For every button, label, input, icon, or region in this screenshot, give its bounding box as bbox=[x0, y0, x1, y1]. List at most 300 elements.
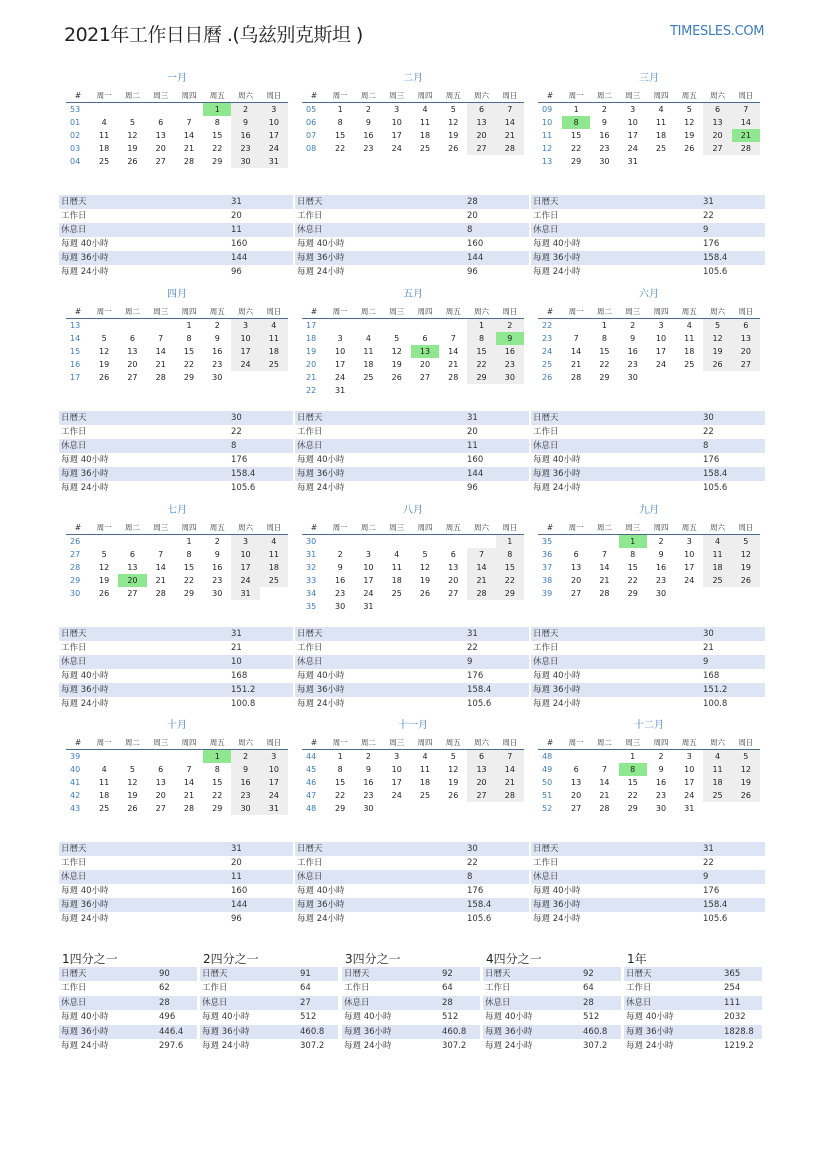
day-cell: 1 bbox=[186, 537, 192, 546]
stat-row bbox=[295, 411, 529, 425]
day-cell: 11 bbox=[703, 548, 731, 561]
stat-row bbox=[59, 884, 293, 898]
week-row bbox=[538, 535, 760, 549]
stat-value: 105.6 bbox=[467, 914, 492, 924]
day-cell bbox=[439, 384, 467, 397]
day-cell: 8 bbox=[630, 550, 636, 559]
week-number: 45 bbox=[306, 765, 317, 774]
quarter-stats bbox=[624, 967, 762, 1053]
weekday-header: 周六 bbox=[231, 89, 259, 103]
week-row bbox=[66, 358, 288, 371]
stat-label: 工作日 bbox=[61, 211, 87, 221]
day-cell: 21 bbox=[732, 129, 760, 142]
stat-value: 28 bbox=[467, 197, 478, 207]
stat-value: 8 bbox=[231, 441, 237, 451]
stat-label: 工作日 bbox=[297, 858, 323, 868]
weekday-header: 周一 bbox=[326, 89, 354, 103]
day-cell: 19 bbox=[391, 360, 402, 369]
week-row bbox=[302, 548, 524, 561]
day-cell: 23 bbox=[212, 360, 223, 369]
week-row bbox=[66, 763, 288, 776]
stat-value: 96 bbox=[231, 914, 242, 924]
day-cell: 17 bbox=[391, 131, 402, 140]
day-cell bbox=[354, 319, 382, 333]
day-cell: 2 bbox=[658, 537, 664, 546]
stat-label: 日曆天 bbox=[626, 969, 652, 979]
day-cell: 7 bbox=[601, 550, 607, 559]
week-number: 16 bbox=[70, 360, 81, 369]
day-cell: 7 bbox=[601, 765, 607, 774]
stat-row bbox=[295, 655, 529, 669]
day-cell: 7 bbox=[732, 103, 760, 117]
day-cell: 11 bbox=[684, 334, 695, 343]
day-cell: 6 bbox=[158, 765, 164, 774]
month-stats bbox=[59, 195, 293, 279]
stat-row bbox=[59, 842, 293, 856]
day-cell: 7 bbox=[573, 334, 579, 343]
stat-label: 每週 24小時 bbox=[61, 483, 109, 493]
day-cell: 26 bbox=[703, 358, 731, 371]
stat-value: 22 bbox=[467, 858, 478, 868]
stat-label: 日曆天 bbox=[533, 413, 559, 423]
day-cell: 17 bbox=[655, 347, 667, 356]
day-cell: 16 bbox=[599, 131, 610, 140]
stat-value: 176 bbox=[231, 455, 248, 465]
day-cell bbox=[354, 535, 382, 549]
day-cell: 3 bbox=[231, 535, 259, 549]
day-cell: 29 bbox=[627, 804, 638, 813]
day-cell: 26 bbox=[419, 589, 431, 598]
stat-value: 512 bbox=[442, 1012, 459, 1023]
week-row bbox=[302, 789, 524, 802]
week-number: 29 bbox=[70, 576, 81, 585]
day-cell: 6 bbox=[158, 118, 164, 127]
day-cell: 30 bbox=[212, 373, 223, 382]
stat-value: 28 bbox=[583, 997, 594, 1008]
day-cell: 12 bbox=[703, 332, 731, 345]
day-cell: 24 bbox=[260, 142, 288, 155]
day-cell: 1 bbox=[337, 752, 343, 761]
stat-label: 每週 40小時 bbox=[344, 1012, 392, 1023]
day-cell: 9 bbox=[496, 332, 524, 345]
stat-row bbox=[295, 683, 529, 697]
weekday-header: 周三 bbox=[619, 305, 647, 319]
stat-row bbox=[342, 1010, 480, 1024]
day-cell: 1 bbox=[573, 105, 579, 114]
day-cell bbox=[590, 535, 618, 549]
day-cell: 2 bbox=[231, 750, 259, 764]
stat-row bbox=[200, 1010, 338, 1024]
week-number: 30 bbox=[70, 589, 81, 598]
day-cell: 6 bbox=[129, 550, 135, 559]
day-cell: 25 bbox=[684, 360, 695, 369]
day-cell: 3 bbox=[630, 105, 636, 114]
day-cell: 2 bbox=[496, 319, 524, 333]
weekday-header: 周三 bbox=[619, 89, 647, 103]
stat-value: 307.2 bbox=[300, 1040, 325, 1051]
day-cell: 21 bbox=[496, 129, 524, 142]
day-cell: 23 bbox=[496, 358, 524, 371]
day-cell: 7 bbox=[450, 334, 456, 343]
day-cell: 8 bbox=[214, 118, 220, 127]
week-row bbox=[302, 371, 524, 384]
day-cell: 5 bbox=[101, 334, 107, 343]
stat-value: 30 bbox=[703, 413, 714, 423]
day-cell: 18 bbox=[363, 360, 374, 369]
stat-value: 21 bbox=[703, 643, 714, 653]
day-cell: 13 bbox=[127, 563, 138, 572]
day-cell: 18 bbox=[99, 144, 110, 153]
weekday-header: 周三 bbox=[383, 305, 411, 319]
day-cell: 29 bbox=[627, 589, 638, 598]
stat-row bbox=[342, 967, 480, 981]
weekday-header: 周日 bbox=[732, 305, 760, 319]
weekday-header: 周二 bbox=[118, 736, 146, 750]
day-cell: 16 bbox=[655, 563, 667, 572]
weekday-header: 周二 bbox=[118, 89, 146, 103]
day-cell: 11 bbox=[260, 548, 288, 561]
week-number-header: # bbox=[538, 305, 562, 319]
day-cell: 8 bbox=[496, 548, 524, 561]
stat-row bbox=[59, 856, 293, 870]
week-row bbox=[302, 802, 524, 815]
stat-label: 每週 24小時 bbox=[533, 483, 581, 493]
weekday-header: 周五 bbox=[675, 736, 703, 750]
stat-value: 176 bbox=[703, 886, 720, 896]
day-cell: 11 bbox=[99, 778, 110, 787]
week-number: 51 bbox=[542, 791, 553, 800]
stat-label: 每週 36小時 bbox=[626, 1026, 674, 1037]
stat-label: 休息日 bbox=[61, 225, 87, 235]
stat-label: 日曆天 bbox=[61, 969, 87, 979]
month-stats bbox=[295, 195, 529, 279]
stat-label: 每週 24小時 bbox=[61, 1040, 109, 1051]
stat-value: 105.6 bbox=[703, 267, 728, 277]
day-cell: 30 bbox=[335, 602, 346, 611]
day-cell: 18 bbox=[419, 778, 431, 787]
stat-row bbox=[295, 251, 529, 265]
week-number: 20 bbox=[306, 360, 317, 369]
stat-row bbox=[624, 967, 762, 981]
day-cell: 23 bbox=[655, 791, 667, 800]
quarter-title: 4四分之一 bbox=[486, 952, 542, 966]
weekday-header: 周一 bbox=[326, 521, 354, 535]
stat-label: 每週 40小時 bbox=[533, 671, 581, 681]
week-number: 36 bbox=[542, 550, 553, 559]
day-cell: 6 bbox=[450, 550, 456, 559]
day-cell bbox=[703, 802, 731, 815]
day-cell: 20 bbox=[732, 345, 760, 358]
stat-row bbox=[200, 1039, 338, 1053]
day-cell: 26 bbox=[127, 804, 138, 813]
stat-row bbox=[295, 209, 529, 223]
stat-value: 21 bbox=[231, 643, 242, 653]
day-cell: 17 bbox=[335, 360, 346, 369]
day-cell: 3 bbox=[260, 750, 288, 764]
month-calendar bbox=[302, 504, 524, 613]
stat-label: 每週 40小時 bbox=[626, 1012, 674, 1023]
day-cell bbox=[326, 319, 354, 333]
day-cell: 7 bbox=[186, 118, 192, 127]
week-number: 07 bbox=[306, 131, 317, 140]
day-cell: 12 bbox=[391, 347, 402, 356]
day-cell: 23 bbox=[231, 142, 259, 155]
stat-label: 日曆天 bbox=[202, 969, 228, 979]
day-cell bbox=[467, 802, 495, 815]
stat-row bbox=[200, 967, 338, 981]
month-name: 十一月 bbox=[398, 720, 428, 731]
stat-value: 8 bbox=[703, 441, 709, 451]
weekday-header: 周四 bbox=[175, 305, 203, 319]
day-cell: 27 bbox=[127, 589, 138, 598]
day-cell: 9 bbox=[365, 765, 371, 774]
stat-row bbox=[59, 237, 293, 251]
day-cell: 11 bbox=[419, 118, 431, 127]
stat-row bbox=[295, 481, 529, 495]
day-cell: 17 bbox=[231, 345, 259, 358]
stat-label: 每週 24小時 bbox=[533, 267, 581, 277]
stat-row bbox=[531, 223, 765, 237]
day-cell: 30 bbox=[231, 155, 259, 168]
day-cell: 5 bbox=[101, 550, 107, 559]
day-cell: 5 bbox=[129, 118, 135, 127]
week-row bbox=[538, 789, 760, 802]
month-name: 十二月 bbox=[634, 720, 664, 731]
week-row bbox=[66, 789, 288, 802]
month-stats bbox=[531, 411, 765, 495]
week-number: 31 bbox=[306, 550, 317, 559]
stat-label: 每週 40小時 bbox=[202, 1012, 250, 1023]
stat-value: 1219.2 bbox=[724, 1040, 754, 1051]
day-cell: 19 bbox=[99, 576, 110, 585]
week-number: 13 bbox=[70, 321, 81, 330]
day-cell: 18 bbox=[703, 776, 731, 789]
stat-label: 工作日 bbox=[533, 211, 559, 221]
stat-label: 每週 40小時 bbox=[533, 886, 581, 896]
day-cell: 4 bbox=[703, 535, 731, 549]
day-cell: 2 bbox=[365, 105, 371, 114]
day-cell: 26 bbox=[732, 789, 760, 802]
stat-row bbox=[295, 884, 529, 898]
day-cell: 18 bbox=[99, 791, 110, 800]
week-row bbox=[66, 371, 288, 384]
stat-label: 每週 36小時 bbox=[533, 253, 581, 263]
day-cell: 13 bbox=[411, 345, 439, 358]
stat-value: 460.8 bbox=[442, 1026, 467, 1037]
day-cell bbox=[260, 587, 288, 600]
stat-label: 每週 40小時 bbox=[533, 239, 581, 249]
week-number: 22 bbox=[306, 386, 317, 395]
stat-value: 151.2 bbox=[703, 685, 728, 695]
stat-row bbox=[59, 655, 293, 669]
day-cell bbox=[383, 319, 411, 333]
stat-label: 日曆天 bbox=[297, 629, 323, 639]
day-cell: 6 bbox=[422, 334, 428, 343]
week-row bbox=[66, 129, 288, 142]
day-cell bbox=[383, 384, 411, 397]
weekday-header: 周三 bbox=[383, 521, 411, 535]
weekday-header: 周三 bbox=[147, 521, 175, 535]
stat-value: 92 bbox=[583, 969, 594, 979]
week-row bbox=[302, 116, 524, 129]
day-cell bbox=[354, 384, 382, 397]
weekday-header: 周日 bbox=[260, 305, 288, 319]
day-cell: 13 bbox=[703, 116, 731, 129]
day-cell bbox=[175, 103, 203, 117]
day-cell: 16 bbox=[231, 776, 259, 789]
day-cell bbox=[260, 371, 288, 384]
day-cell: 20 bbox=[571, 576, 582, 585]
stat-label: 日曆天 bbox=[61, 844, 87, 854]
day-cell: 15 bbox=[183, 347, 195, 356]
day-cell bbox=[175, 750, 203, 764]
stat-label: 工作日 bbox=[344, 983, 370, 994]
week-row bbox=[302, 750, 524, 764]
stat-label: 工作日 bbox=[297, 427, 323, 437]
week-number: 11 bbox=[542, 131, 553, 140]
day-cell: 26 bbox=[391, 373, 402, 382]
stat-label: 休息日 bbox=[533, 225, 559, 235]
day-cell: 10 bbox=[335, 347, 346, 356]
day-cell: 30 bbox=[212, 589, 223, 598]
day-cell: 28 bbox=[183, 804, 195, 813]
day-cell: 8 bbox=[467, 332, 495, 345]
stat-label: 每週 36小時 bbox=[485, 1026, 533, 1037]
stat-label: 日曆天 bbox=[297, 197, 323, 207]
day-cell: 29 bbox=[183, 373, 195, 382]
weekday-header: 周四 bbox=[647, 736, 675, 750]
stat-label: 每週 36小時 bbox=[533, 900, 581, 910]
stat-row bbox=[624, 981, 762, 995]
week-row bbox=[538, 345, 760, 358]
stat-row bbox=[59, 1039, 197, 1053]
stat-value: 460.8 bbox=[583, 1026, 608, 1037]
day-cell bbox=[562, 750, 590, 764]
day-cell: 25 bbox=[419, 144, 431, 153]
day-cell: 25 bbox=[363, 373, 374, 382]
stat-value: 10 bbox=[231, 657, 242, 667]
stat-row bbox=[531, 627, 765, 641]
weekday-header: 周二 bbox=[118, 521, 146, 535]
stat-label: 休息日 bbox=[626, 997, 652, 1008]
day-cell: 15 bbox=[183, 563, 195, 572]
day-cell: 25 bbox=[655, 144, 667, 153]
day-cell bbox=[326, 535, 354, 549]
day-cell: 6 bbox=[703, 103, 731, 117]
weekday-header: 周一 bbox=[90, 89, 118, 103]
stat-label: 工作日 bbox=[626, 983, 652, 994]
stat-label: 日曆天 bbox=[61, 413, 87, 423]
week-number: 48 bbox=[542, 752, 553, 761]
stat-value: 62 bbox=[159, 983, 170, 994]
quarter-title: 1年 bbox=[627, 952, 647, 966]
stat-value: 31 bbox=[467, 629, 478, 639]
stat-row bbox=[531, 209, 765, 223]
stat-label: 工作日 bbox=[297, 211, 323, 221]
day-cell: 9 bbox=[337, 563, 343, 572]
stat-value: 144 bbox=[231, 900, 248, 910]
weekday-header: 周日 bbox=[260, 89, 288, 103]
month-calendar bbox=[302, 288, 524, 397]
stat-row bbox=[531, 439, 765, 453]
month-name: 五月 bbox=[403, 289, 423, 300]
stat-value: 22 bbox=[703, 858, 714, 868]
day-cell: 24 bbox=[627, 144, 638, 153]
stat-row bbox=[59, 223, 293, 237]
stat-label: 工作日 bbox=[297, 643, 323, 653]
week-row bbox=[66, 776, 288, 789]
day-cell: 9 bbox=[214, 550, 220, 559]
stat-value: 158.4 bbox=[467, 685, 492, 695]
day-cell: 21 bbox=[571, 360, 582, 369]
stat-value: 91 bbox=[300, 969, 311, 979]
week-row bbox=[538, 776, 760, 789]
weekday-header: 周六 bbox=[231, 736, 259, 750]
week-number: 23 bbox=[542, 334, 553, 343]
day-cell bbox=[732, 802, 760, 815]
day-cell: 6 bbox=[573, 550, 579, 559]
day-cell: 8 bbox=[186, 550, 192, 559]
day-cell: 27 bbox=[467, 789, 495, 802]
stat-value: 30 bbox=[467, 844, 478, 854]
weekday-header: 周四 bbox=[411, 521, 439, 535]
stat-label: 工作日 bbox=[533, 858, 559, 868]
day-cell: 8 bbox=[562, 116, 590, 129]
stat-row bbox=[59, 195, 293, 209]
weekday-header: 周一 bbox=[562, 736, 590, 750]
week-number: 37 bbox=[542, 563, 553, 572]
day-cell: 10 bbox=[363, 563, 374, 572]
stat-value: 168 bbox=[231, 671, 248, 681]
week-number: 13 bbox=[542, 157, 553, 166]
day-cell: 14 bbox=[467, 561, 495, 574]
quarter-stats bbox=[483, 967, 621, 1053]
month-name: 六月 bbox=[639, 289, 659, 300]
day-cell: 10 bbox=[231, 332, 259, 345]
stat-label: 日曆天 bbox=[61, 197, 87, 207]
stat-row bbox=[531, 425, 765, 439]
stat-label: 休息日 bbox=[533, 657, 559, 667]
site-logo[interactable]: TIMESLES.COM bbox=[670, 24, 765, 39]
day-cell: 18 bbox=[260, 561, 288, 574]
stat-value: 151.2 bbox=[231, 685, 256, 695]
stat-label: 每週 36小時 bbox=[61, 469, 109, 479]
month-calendar bbox=[302, 719, 524, 815]
stat-value: 100.8 bbox=[231, 699, 256, 709]
weekday-header: 周日 bbox=[260, 736, 288, 750]
day-cell: 25 bbox=[99, 804, 110, 813]
stat-label: 每週 24小時 bbox=[61, 267, 109, 277]
day-cell: 9 bbox=[365, 118, 371, 127]
stat-label: 每週 24小時 bbox=[297, 483, 345, 493]
stat-label: 休息日 bbox=[61, 872, 87, 882]
day-cell bbox=[562, 319, 590, 333]
stat-row bbox=[531, 641, 765, 655]
day-cell: 28 bbox=[183, 157, 195, 166]
week-row bbox=[302, 332, 524, 345]
day-cell: 5 bbox=[450, 105, 456, 114]
stat-label: 工作日 bbox=[61, 427, 87, 437]
day-cell: 15 bbox=[335, 778, 346, 787]
stat-value: 28 bbox=[442, 997, 453, 1008]
stat-row bbox=[531, 467, 765, 481]
day-cell: 22 bbox=[212, 144, 223, 153]
day-cell: 5 bbox=[422, 550, 428, 559]
weekday-header: 周三 bbox=[147, 305, 175, 319]
weekday-header: 周五 bbox=[675, 305, 703, 319]
quarter-stats bbox=[59, 967, 197, 1053]
day-cell: 24 bbox=[391, 791, 402, 800]
